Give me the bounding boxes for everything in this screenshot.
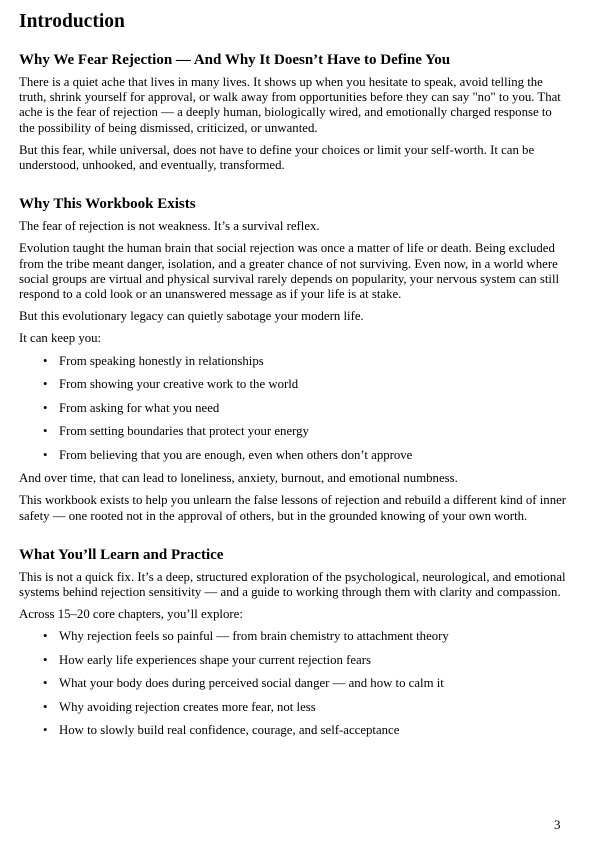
bullet-icon: •	[43, 699, 48, 714]
paragraph: This is not a quick fix. It’s a deep, structured exploration of the psychological, neurological, and emotional systems behind rejection sensitivity — and a guide to working through them with clarity and compassion.	[19, 569, 566, 599]
list-item-text: Why rejection feels so painful — from brain chemistry to attachment theory	[59, 629, 449, 644]
paragraph: But this evolutionary legacy can quietly sabotage your modern life.	[19, 309, 364, 324]
list-item-text: From asking for what you need	[59, 400, 220, 415]
list-item	[19, 653, 567, 668]
paragraph: It can keep you:	[19, 331, 102, 346]
bullet-list	[19, 629, 567, 738]
list-item	[19, 676, 567, 691]
list-item-text: Why avoiding rejection creates more fear, not less	[59, 699, 316, 714]
paragraph: The fear of rejection is not weakness. It’s a survival reflex.	[19, 219, 320, 234]
list-item	[19, 700, 567, 715]
bullet-icon: •	[43, 400, 48, 415]
bullet-icon: •	[43, 424, 48, 439]
list-item-text: How early life experiences shape your current rejection fears	[59, 652, 371, 667]
list-item	[19, 377, 567, 392]
list-item-text: From setting boundaries that protect your energy	[59, 424, 309, 439]
list-item-text: From speaking honestly in relationships	[59, 353, 264, 368]
list-item	[19, 401, 567, 416]
paragraph: And over time, that can lead to loneliness, anxiety, burnout, and emotional numbness.	[19, 471, 458, 486]
section-why-we-fear	[19, 51, 567, 173]
list-item-text: How to slowly build real confidence, courage, and self-acceptance	[59, 723, 400, 738]
bullet-icon: •	[43, 652, 48, 667]
paragraph: Across 15–20 core chapters, you’ll explore:	[19, 607, 243, 622]
document-page	[19, 11, 567, 761]
list-item	[19, 424, 567, 439]
paragraph: This workbook exists to help you unlearn the false lessons of rejection and rebuild a different kind of inner safety — one rooted not in the approval of others, but in the grounded knowing of your own worth.	[19, 493, 567, 523]
section-heading: What You’ll Learn and Practice	[19, 546, 224, 563]
list-item	[19, 723, 567, 738]
section-why-workbook	[19, 195, 567, 524]
list-item	[19, 448, 567, 463]
bullet-icon: •	[43, 353, 48, 368]
paragraph: But this fear, while universal, does not have to define your choices or limit your self-worth. It can be understood, unhooked, and eventually, transformed.	[19, 142, 535, 173]
list-item	[19, 629, 567, 644]
paragraph: There is a quiet ache that lives in many lives. It shows up when you hesitate to speak, avoid telling the truth, shrink yourself for approval, or walk away from opportunities before they can say "no" to you. That ache is the fear of rejection — a deeply human, biologically wired, and emotionally charged response to the possibility of being dismissed, criticized, or unwanted.	[19, 75, 561, 135]
section-heading: Why This Workbook Exists	[19, 196, 196, 213]
list-item	[19, 354, 567, 369]
bullet-icon: •	[43, 723, 48, 738]
bullet-list	[19, 354, 567, 463]
list-item-text: What your body does during perceived social danger — and how to calm it	[59, 676, 444, 691]
section-what-youll-learn	[19, 546, 567, 739]
bullet-icon: •	[43, 447, 48, 462]
bullet-icon: •	[43, 629, 48, 644]
paragraph: Evolution taught the human brain that social rejection was once a matter of life or death. Being excluded from the tribe meant danger, isolation, and a greater chance of not surviving. Even now, in a world where social groups are virtual and physical survival rarely depends on popularity, your nervous system can still respond to a cold look or an unanswered message as if your life is at stake.	[19, 241, 560, 302]
list-item-text: From believing that you are enough, even when others don’t approve	[59, 447, 413, 462]
bullet-icon: •	[43, 676, 48, 691]
section-heading: Why We Fear Rejection — And Why It Doesn’t Have to Define You	[19, 52, 451, 68]
bullet-icon: •	[43, 377, 48, 392]
page-title: Introduction	[19, 11, 125, 32]
page-number: 3	[554, 817, 561, 832]
list-item-text: From showing your creative work to the world	[59, 377, 299, 392]
